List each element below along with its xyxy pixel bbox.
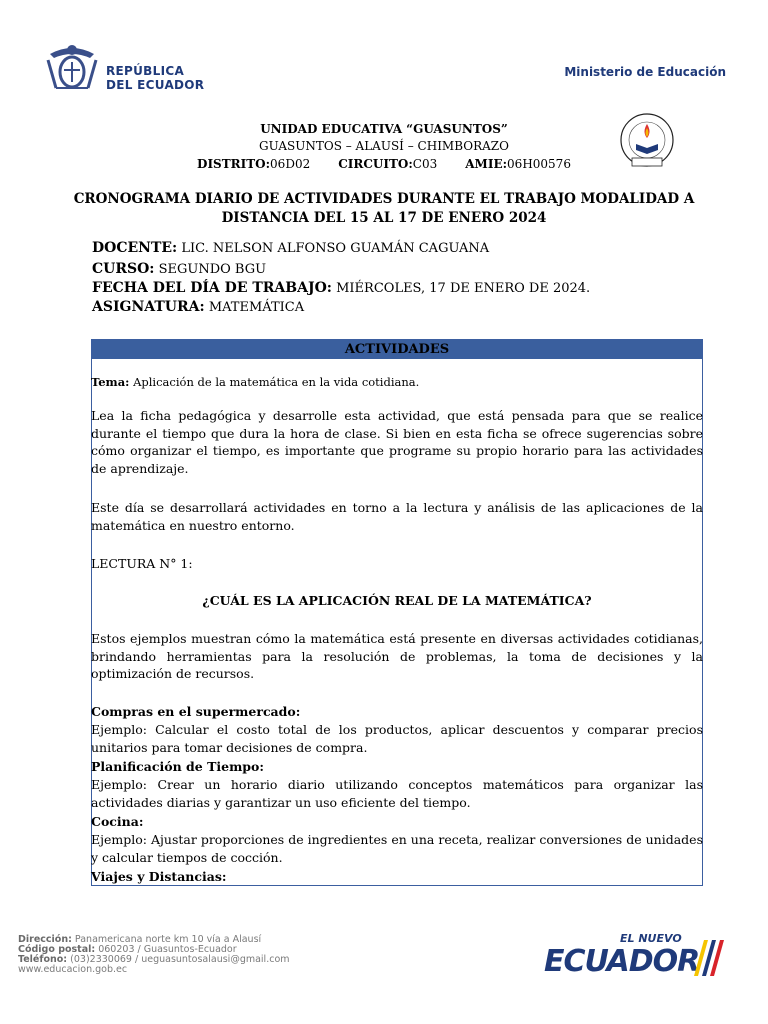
circuito-label: CIRCUITO: [338,157,413,171]
fecha-line [92,280,590,296]
lectura-heading: LECTURA N° 1: [91,556,193,571]
second-paragraph: Este día se desarrollará actividades en torno a la lectura y análisis de las aplicaciones de la matemática en nuestro entorno. [91,500,703,533]
fecha-label: FECHA DEL DÍA DE TRABAJO: [92,280,332,296]
el-nuevo-ecuador-logo [540,930,730,982]
circuito-value: C03 [412,157,438,171]
logo-big-text: ECUADOR [544,944,700,979]
school-location: GUASUNTOS – ALAUSÍ – CHIMBORAZO [259,139,509,153]
asignatura-value: MATEMÁTICA [208,300,305,315]
distrito-value: 06D02 [270,157,311,171]
asignatura-line [92,299,304,315]
title-line2: DISTANCIA DEL 15 AL 17 DE ENERO 2024 [221,210,547,226]
curso-line [92,261,266,277]
section-cocina-text: Ejemplo: Ajustar proporciones de ingredientes en una receta, realizar conversiones de unidades y calcular tiempos de cocción. [91,832,703,865]
school-name: UNIDAD EDUCATIVA “GUASUNTOS” [260,122,508,136]
section-tiempo-text: Ejemplo: Crear un horario diario utilizando conceptos matemáticos para organizar las actividades diarias y garantizar un uso eficiente del tiempo. [91,777,703,810]
question-heading: ¿CUÁL ES LA APLICACIÓN REAL DE LA MATEMÁTICA? [202,593,592,608]
school-codes [0,157,768,171]
flag-stripes-icon [688,936,728,978]
section-compras-text: Ejemplo: Calcular el costo total de los productos, aplicar descuentos y comparar precios unitarios para tomar decisiones de compra. [91,722,703,755]
ministerio-label: Ministerio de Educación [564,65,726,79]
footer-web: www.educacion.gob.ec [18,964,128,975]
footer-codigo: Código postal: 060203 / Guasuntos-Ecuador [18,944,237,955]
curso-value: SEGUNDO BGU [158,262,267,277]
fecha-value: MIÉRCOLES, 17 DE ENERO DE 2024. [336,281,591,296]
logo-small-text: EL NUEVO [620,932,682,945]
republica-line1: REPÚBLICA [106,64,185,78]
asignatura-label: ASIGNATURA: [92,299,205,315]
amie-value: 06H00576 [507,157,571,171]
docente-value: LIC. NELSON ALFONSO GUAMÁN CAGUANA [181,241,490,256]
docente-line [92,240,489,256]
footer-telefono: Teléfono: (03)2330069 / ueguasuntosalausi@gmail.com [18,954,290,965]
title-line1: CRONOGRAMA DIARIO DE ACTIVIDADES DURANTE EL TRABAJO MODALIDAD A [73,191,695,207]
activities-header: ACTIVIDADES [92,340,702,359]
curso-label: CURSO: [92,261,155,277]
republica-label [106,64,204,92]
section-viajes-title: Viajes y Distancias: [91,869,227,884]
section-compras-title: Compras en el supermercado: [91,704,301,719]
section-tiempo-title: Planificación de Tiempo: [91,759,264,774]
footer-contact [18,935,290,975]
amie-label: AMIE: [465,157,508,171]
document-title [0,190,768,228]
tema-label: Tema: [91,375,130,389]
docente-label: DOCENTE: [92,240,178,256]
tema-line [91,374,703,392]
tema-value: Aplicación de la matemática en la vida cotidiana. [133,375,420,389]
distrito-label: DISTRITO: [197,157,271,171]
republica-line2: DEL ECUADOR [106,78,205,92]
examples-paragraph: Estos ejemplos muestran cómo la matemática está presente en diversas actividades cotidianas, brindando herramientas para la resolución de problemas, la toma de decisiones y la optimización de recursos. [91,631,703,681]
intro-paragraph: Lea la ficha pedagógica y desarrolle esta actividad, que está pensada para que se realice durante el tiempo que dura la hora de clase. Si bien en esta ficha se ofrece sugerencias sobre cómo organizar el tiempo, es importante que programe su propio horario para las actividades de aprendizaje. [91,408,703,476]
section-cocina-title: Cocina: [91,814,144,829]
ecuador-coat-of-arms-icon [42,40,102,96]
footer-direccion: Dirección: Panamericana norte km 10 vía a Alausí [18,934,262,945]
